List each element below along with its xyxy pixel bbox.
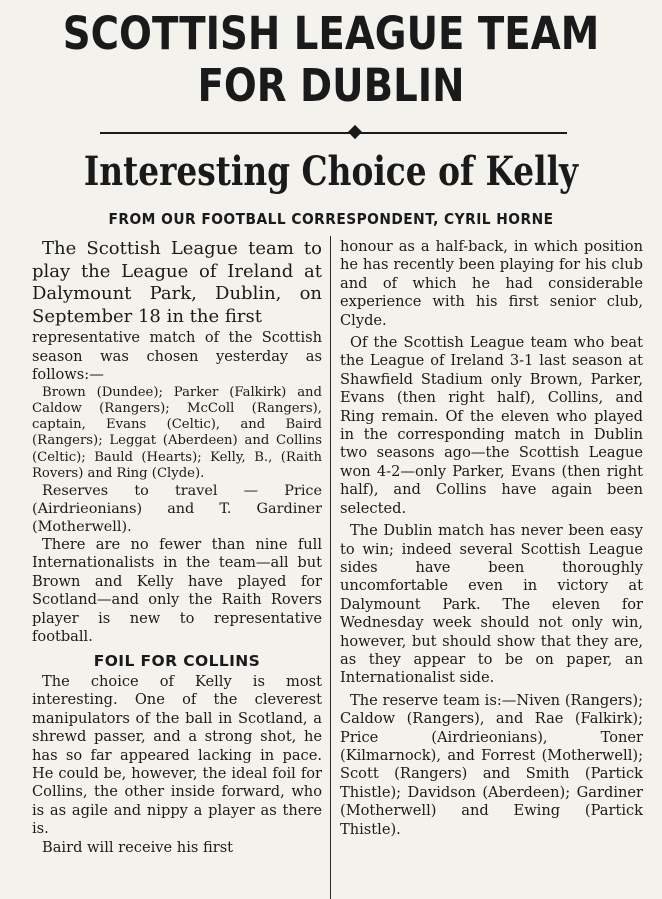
headline-line-2: FOR DUBLIN [197, 59, 465, 112]
dublin-match-paragraph: The Dublin match has never been easy to win; indeed several Scottish League sides have been thoroughly uncomfortable even in victory at Dalymount Park. The eleven for Wednesday week should not only win, however, but should show that they are, as they appear to be on paper, an Internationalist side. [340, 522, 643, 687]
lead-paragraph: The Scottish League team to play the League of Ireland at Dalymount Park, Dublin, on September 18 in the first [32, 238, 322, 327]
baird-paragraph: Baird will receive his first [42, 838, 234, 856]
section-heading: FOIL FOR COLLINS [93, 652, 261, 671]
byline: FROM OUR FOOTBALL CORRESPONDENT, CYRIL HORNE [108, 210, 554, 228]
left-column [32, 238, 322, 899]
reserve-team-paragraph: The reserve team is:—Niven (Rangers); Caldow (Rangers), and Rae (Falkirk); Price (Airdrieonians), Toner (Kilmarnock), and Forrest (Motherwell); Scott (Rangers) and Smith (Partick Thistle); Davidson (Aberdeen); Gardiner (Motherwell) and Ewing (Partick Thistle). [340, 691, 643, 838]
diamond-ornament-icon [348, 125, 362, 139]
lead-paragraph-continued: representative match of the Scottish season was chosen yesterday as follows:— [32, 329, 322, 384]
subheadline: Interesting Choice of Kelly [83, 148, 579, 195]
team-list-paragraph: Brown (Dundee); Parker (Falkirk) and Caldow (Rangers); McColl (Rangers), captain, Evans (Celtic), and Baird (Rangers); Leggat (Aberdeen) and Collins (Celtic); Bauld (Hearts); Kelly, B., (Raith Rovers) and Ring (Clyde). [32, 384, 322, 481]
reserves-paragraph: Reserves to travel — Price (Airdrieonians) and T. Gardiner (Motherwell). [32, 483, 322, 535]
baird-paragraph-continued: honour as a half-back, in which position he has recently been playing for his club and of which he had considerable experience with his first senior club, Clyde. [340, 238, 643, 329]
headline-line-1: SCOTTISH LEAGUE TEAM [62, 7, 600, 60]
kelly-paragraph: The choice of Kelly is most interesting. One of the cleverest manipulators of the ball in Scotland, a shrewd passer, and a strong shot, he has so far appeared lacking in pace. He could be, however, the ideal foil for Collins, the other inside forward, who is as agile and nippy a player as there is. [32, 673, 322, 838]
headline-divider [100, 132, 567, 134]
last-season-paragraph: Of the Scottish League team who beat the League of Ireland 3-1 last season at Shawfield Stadium only Brown, Parker, Evans (then right half), Collins, and Ring remain. Of the eleven who played in the corresponding match in Dublin two seasons ago—the Scottish League won 4-2—only Parker, Evans (then right half), and Collins have again been selected. [340, 334, 643, 517]
headline [46, 8, 615, 112]
column-rule [330, 236, 331, 899]
internationalists-paragraph: There are no fewer than nine full Internationalists in the team—all but Brown and Kelly have played for Scotland—and only the Raith Rovers player is new to representative football. [32, 536, 322, 646]
right-column [340, 238, 643, 899]
